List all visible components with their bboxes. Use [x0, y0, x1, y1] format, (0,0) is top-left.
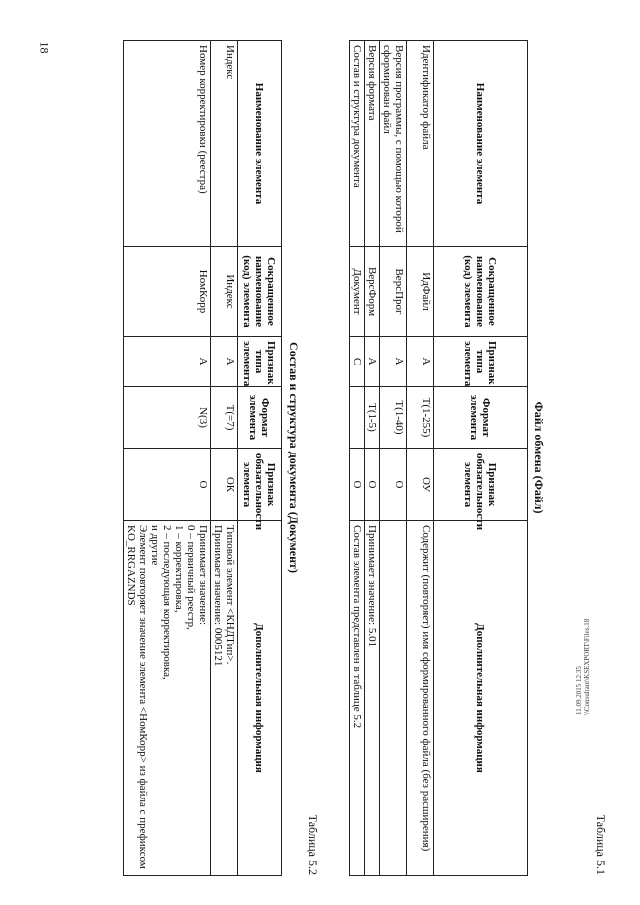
cell: ВерсПрог — [380, 247, 407, 337]
cell: А — [365, 337, 380, 387]
cell: А — [380, 337, 407, 387]
cell: А — [211, 337, 238, 387]
header-cell: Сокращенное наименование (код) элемента — [238, 247, 282, 337]
cell: Индекс — [211, 247, 238, 337]
rotated-page-content — [48, 40, 608, 875]
cell: Версия формата — [365, 41, 380, 247]
table-5-2 — [123, 40, 282, 876]
cell: А — [124, 337, 211, 387]
cell: T(=7) — [211, 387, 238, 449]
table-header-row — [434, 41, 528, 876]
header-cell: Признак обязательности элемента — [238, 449, 282, 521]
cell: А — [407, 337, 434, 387]
table-row — [380, 41, 407, 876]
header-cell: Сокращенное наименование (код) элемента — [434, 247, 528, 337]
table-5-1 — [349, 40, 528, 876]
footer-stamp: 11.09.2015 12:35 \\Consultant\KSEXPORT\Files.18 — [575, 618, 591, 715]
cell: О — [380, 449, 407, 521]
cell: Содержит (повторяет) имя сформированного файла (без расширения) — [407, 521, 434, 876]
cell: Состав и структура документа — [350, 41, 365, 247]
header-cell: Признак типа элемента — [238, 337, 282, 387]
table-5-1-caption: Таблица 5.1 — [594, 814, 608, 875]
header-cell: Формат элемента — [238, 387, 282, 449]
cell — [380, 521, 407, 876]
cell — [350, 387, 365, 449]
header-cell: Дополнительная информация — [434, 521, 528, 876]
header-cell: Признак типа элемента — [434, 337, 528, 387]
header-cell: Дополнительная информация — [238, 521, 282, 876]
cell: О — [124, 449, 211, 521]
cell: Версия программы, с помощью которой сформирован файл — [380, 41, 407, 247]
header-cell: Наименование элемента — [238, 41, 282, 247]
cell: ОК — [211, 449, 238, 521]
cell: T(1-5) — [365, 387, 380, 449]
page-number: 18 — [37, 41, 52, 54]
table-row — [124, 41, 211, 876]
header-cell: Наименование элемента — [434, 41, 528, 247]
cell: О — [350, 449, 365, 521]
table-5-2-caption: Таблица 5.2 — [306, 814, 320, 875]
cell: Типовой элемент <КНДТип>. Принимает значение: 0005121 — [211, 521, 238, 876]
table-row — [407, 41, 434, 876]
table-5-1-title: Файл обмена (Файл) — [532, 401, 546, 514]
header-cell: Признак обязательности элемента — [434, 449, 528, 521]
table-row — [211, 41, 238, 876]
cell: О — [365, 449, 380, 521]
table-row — [365, 41, 380, 876]
cell: Номер корректировки (реестра) — [124, 41, 211, 247]
cell: Документ — [350, 247, 365, 337]
cell: Принимает значение: 0 – первичный реестр, 1 – корректировка, 2 – последующая корректировка, и другие Элемент повторяет значение элемента <НомКорр> из файла с префиксом KO_RRGAZNDS — [124, 521, 211, 876]
cell: N(3) — [124, 387, 211, 449]
cell: Идентификатор файла — [407, 41, 434, 247]
cell: T(1-40) — [380, 387, 407, 449]
table-5-2-title: Состав и структура документа (Документ) — [287, 342, 301, 573]
cell: ИдФайл — [407, 247, 434, 337]
cell: ВерсФорм — [365, 247, 380, 337]
table-header-row — [238, 41, 282, 876]
cell: Индекс — [211, 41, 238, 247]
table-row — [350, 41, 365, 876]
cell: НомКорр — [124, 247, 211, 337]
cell: Состав элемента представлен в таблице 5.2 — [350, 521, 365, 876]
header-cell: Формат элемента — [434, 387, 528, 449]
cell: T(1-255) — [407, 387, 434, 449]
cell: Принимает значение: 5.01 — [365, 521, 380, 876]
cell: С — [350, 337, 365, 387]
cell: ОУ — [407, 449, 434, 521]
